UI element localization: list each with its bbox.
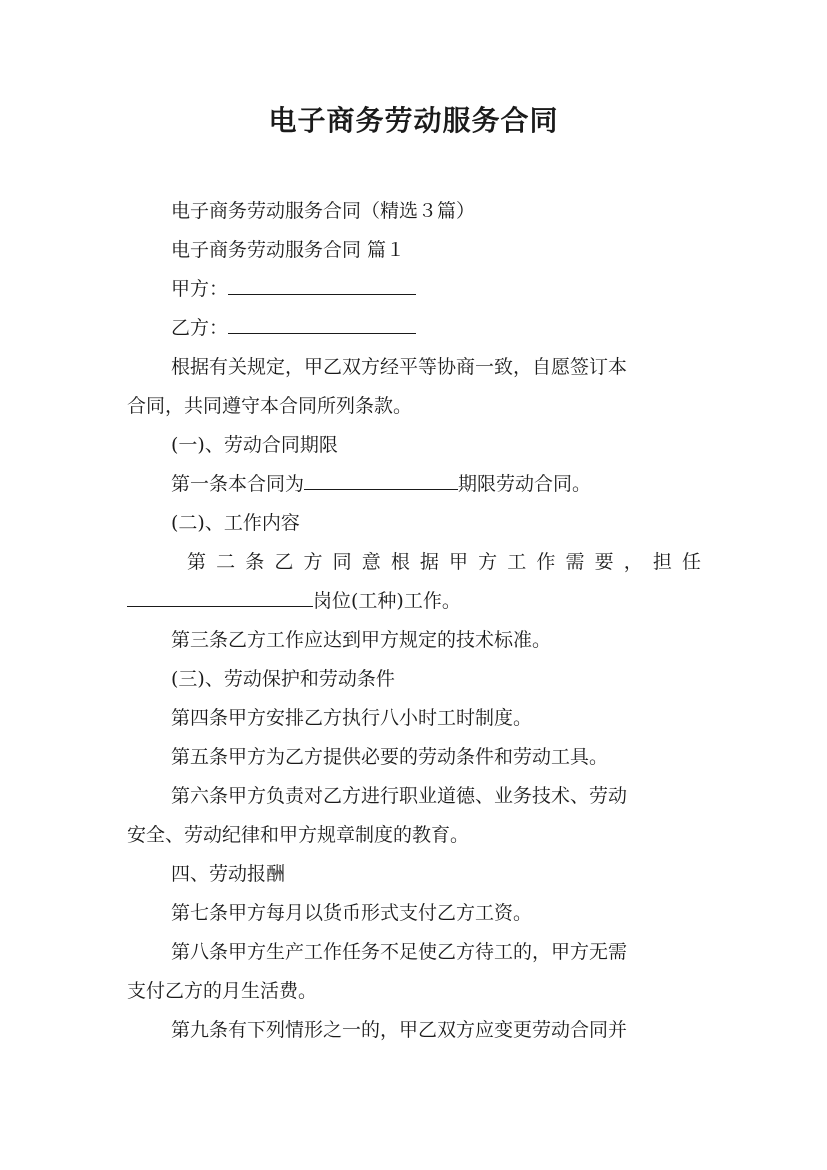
party-b-blank [228,315,416,334]
party-a-line [171,276,416,302]
article-1-blank [304,471,458,490]
subtitle-line: 电子商务劳动服务合同（精选３篇） [171,200,476,222]
paragraph-intro-line1: 根据有关规定，甲乙双方经平等协商一致，自愿签订本 [171,356,628,378]
article-3: 第三条乙方工作应达到甲方规定的技术标准。 [171,629,552,651]
article-6-line2: 安全、劳动纪律和甲方规章制度的教育。 [127,824,470,846]
document-title: 电子商务劳动服务合同 [268,104,559,137]
article-7: 第七条甲方每月以货币形式支付乙方工资。 [171,902,533,924]
article-8-line1: 第八条甲方生产工作任务不足使乙方待工的，甲方无需 [171,941,628,963]
article-2-line1: 第 二 条 乙 方 同 意 根 据 甲 方 工 作 需 要 ， 担 任 [187,551,701,573]
heading-remuneration: 四、劳动报酬 [171,863,286,885]
article-5: 第五条甲方为乙方提供必要的劳动条件和劳动工具。 [171,746,609,768]
heading-labor-protection: (三)、劳动保护和劳动条件 [171,668,395,690]
heading-work-content: (二)、工作内容 [171,512,300,534]
party-b-line [171,315,416,341]
party-a-label: 甲方： [171,278,229,300]
article-2-text-end: 岗位(工种)工作。 [313,590,461,612]
heading-contract-term: (一)、劳动合同期限 [171,434,338,456]
article-1-text-start: 第一条本合同为 [171,473,305,495]
party-b-label: 乙方： [171,317,229,339]
article-1-text-end: 期限劳动合同。 [458,473,592,495]
article-2-blank [127,588,313,607]
article-8-line2: 支付乙方的月生活费。 [127,980,318,1002]
section-heading-part1: 电子商务劳动服务合同 篇１ [171,239,406,261]
article-2-line2 [127,588,461,614]
paragraph-intro-line2: 合同，共同遵守本合同所列条款。 [127,395,413,417]
article-6-line1: 第六条甲方负责对乙方进行职业道德、业务技术、劳动 [171,785,628,807]
article-9-line1: 第九条有下列情形之一的，甲乙双方应变更劳动合同并 [171,1019,628,1041]
article-4: 第四条甲方安排乙方执行八小时工时制度。 [171,707,533,729]
party-a-blank [228,276,416,295]
article-1-line [171,471,591,497]
